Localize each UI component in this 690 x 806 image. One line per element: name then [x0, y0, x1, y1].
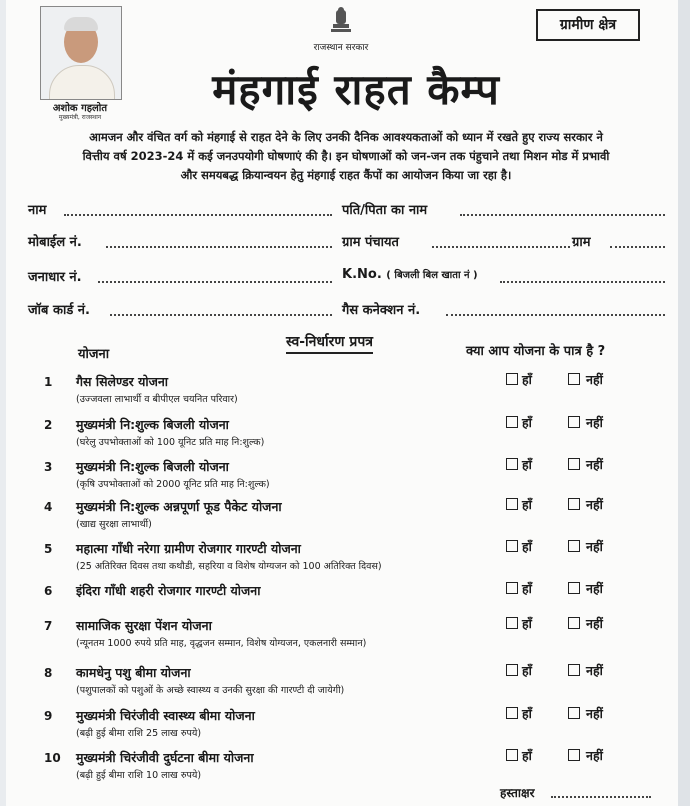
father-name-label: पति/पिता का नाम — [342, 203, 428, 218]
scheme-description: (खाद्य सुरक्षा लाभार्थी) — [76, 519, 152, 530]
gas-connection-label: गैस कनेक्शन नं. — [342, 303, 421, 318]
janadhar-label: जनाधार नं. — [28, 270, 82, 285]
yes-checkbox[interactable] — [506, 416, 518, 428]
scheme-number: 7 — [44, 619, 53, 633]
scheme-number: 9 — [44, 709, 53, 723]
scheme-description: (बढ़ी हुई बीमा राशि 10 लाख रुपये) — [76, 770, 202, 781]
yes-label: हाँ — [522, 663, 532, 678]
scheme-number: 2 — [44, 418, 53, 432]
yes-checkbox[interactable] — [506, 373, 518, 385]
scheme-description: (25 अतिरिक्त दिवस तथा कथौडी, सहरिया व विशेष योग्यजन को 100 अतिरिक्त दिवस) — [76, 561, 382, 572]
scheme-description: (कृषि उपभोक्ताओं को 2000 यूनिट प्रति माह नि:शुल्क) — [76, 479, 270, 490]
cm-title: मुख्यमंत्री, राजस्थान — [58, 114, 102, 121]
yes-label: हाँ — [522, 539, 532, 554]
no-checkbox[interactable] — [568, 458, 580, 470]
intro-text: आमजन और वंचित वर्ग को मंहगाई से राहत देने के लिए उनकी दैनिक आवश्यकताओं को ध्यान में रखते हुए राज्य सरकार ने वित्तीय वर्ष 2023-24 में कई जनउपयोगी घोषणाएं की है। इन घोषणाओं को जन-जन तक पंहुचाने तथा मिशन मोड में प्रभावी और समयबद्ध क्रियान्वयन हेतु मंहगाई राहत कैंपों का आयोजन किया जा रहा है। — [82, 130, 610, 182]
govt-label: राजस्थान सरकार — [313, 43, 369, 53]
yes-checkbox[interactable] — [506, 617, 518, 629]
cm-photo — [40, 6, 122, 100]
scheme-row — [6, 496, 678, 540]
village-input[interactable] — [610, 246, 665, 248]
signature-label: हस्ताक्षर — [500, 786, 535, 800]
signature-input[interactable] — [551, 796, 651, 798]
no-checkbox[interactable] — [568, 540, 580, 552]
scheme-description: (घरेलु उपभोक्ताओं को 100 यूनिट प्रति माह नि:शुल्क) — [76, 437, 265, 448]
no-checkbox[interactable] — [568, 617, 580, 629]
yes-checkbox[interactable] — [506, 458, 518, 470]
scheme-number: 4 — [44, 500, 53, 514]
scheme-description: (उज्जवला लाभार्थी व बीपीएल चयनित परिवार) — [76, 394, 238, 405]
scheme-name: मुख्यमंत्री नि:शुल्क अन्नपूर्णा फूड पैकेट योजना — [76, 499, 282, 514]
form-sheet — [6, 0, 678, 806]
scheme-name: मुख्यमंत्री नि:शुल्क बिजली योजना — [76, 417, 229, 432]
scheme-row — [6, 371, 678, 415]
scheme-name: कामधेनु पशु बीमा योजना — [76, 665, 191, 680]
scheme-number: 3 — [44, 460, 53, 474]
scheme-row — [6, 747, 678, 791]
scheme-name: मुख्यमंत्री नि:शुल्क बिजली योजना — [76, 459, 229, 474]
no-label: नहीं — [586, 539, 603, 554]
no-checkbox[interactable] — [568, 373, 580, 385]
scheme-number: 6 — [44, 584, 53, 598]
scheme-number: 10 — [44, 751, 61, 765]
father-name-input[interactable] — [460, 214, 665, 216]
scheme-name: गैस सिलेण्डर योजना — [76, 374, 169, 389]
mobile-input[interactable] — [106, 246, 332, 248]
yes-label: हाँ — [522, 616, 532, 631]
scheme-description: (पशुपालकों को पशुओं के अच्छे स्वास्थ्य व उनकी सुरक्षा की गारण्टी दी जायेगी) — [76, 685, 345, 696]
page-title: मंहगाई राहत कैम्प — [212, 65, 500, 114]
no-checkbox[interactable] — [568, 416, 580, 428]
scheme-row — [6, 456, 678, 500]
yes-label: हाँ — [522, 581, 532, 596]
yes-checkbox[interactable] — [506, 749, 518, 761]
yes-label: हाँ — [522, 748, 532, 763]
scheme-name: महात्मा गाँधी नरेगा ग्रामीण रोजगार गारण्टी योजना — [76, 541, 301, 556]
yes-label: हाँ — [522, 497, 532, 512]
panchayat-input[interactable] — [432, 246, 570, 248]
scheme-name: इंदिरा गाँधी शहरी रोजगार गारण्टी योजना — [76, 583, 261, 598]
section-title: स्व-निर्धारण प्रपत्र — [286, 332, 373, 354]
scheme-row — [6, 538, 678, 582]
scheme-number: 1 — [44, 375, 53, 389]
no-checkbox[interactable] — [568, 749, 580, 761]
mobile-label: मोबाईल नं. — [28, 235, 82, 250]
no-label: नहीं — [586, 372, 603, 387]
yes-label: हाँ — [522, 706, 532, 721]
job-card-input[interactable] — [110, 314, 332, 316]
no-label: नहीं — [586, 497, 603, 512]
kno-input[interactable] — [500, 281, 665, 283]
scheme-description: (बढ़ी हुई बीमा राशि 25 लाख रुपये) — [76, 728, 202, 739]
scheme-name: सामाजिक सुरक्षा पेंशन योजना — [76, 618, 212, 633]
scheme-column-header: योजना — [78, 347, 110, 362]
scheme-number: 8 — [44, 666, 53, 680]
gas-connection-input[interactable] — [446, 314, 665, 316]
yes-checkbox[interactable] — [506, 707, 518, 719]
no-label: नहीं — [586, 748, 603, 763]
no-label: नहीं — [586, 706, 603, 721]
cm-name: अशोक गहलोत — [52, 103, 108, 114]
scheme-row — [6, 615, 678, 659]
no-label: नहीं — [586, 415, 603, 430]
no-checkbox[interactable] — [568, 664, 580, 676]
yes-label: हाँ — [522, 415, 532, 430]
yes-checkbox[interactable] — [506, 498, 518, 510]
eligibility-column-header: क्या आप योजना के पात्र है ? — [466, 344, 606, 359]
scheme-description: (न्यूनतम 1000 रुपये प्रति माह, वृद्धजन सम्मान, विशेष योग्यजन, एकलनारी सम्मान) — [76, 638, 367, 649]
yes-checkbox[interactable] — [506, 582, 518, 594]
no-label: नहीं — [586, 581, 603, 596]
panchayat-label: ग्राम पंचायत — [342, 235, 399, 250]
name-input[interactable] — [64, 214, 332, 216]
no-checkbox[interactable] — [568, 582, 580, 594]
yes-checkbox[interactable] — [506, 540, 518, 552]
no-label: नहीं — [586, 663, 603, 678]
yes-label: हाँ — [522, 372, 532, 387]
kno-label: K.No. ( बिजली बिल खाता नं ) — [342, 267, 478, 282]
scheme-number: 5 — [44, 542, 53, 556]
no-label: नहीं — [586, 616, 603, 631]
village-label: ग्राम — [572, 235, 591, 250]
scheme-name: मुख्यमंत्री चिरंजीवी दुर्घटना बीमा योजना — [76, 750, 254, 765]
scheme-row — [6, 662, 678, 706]
yes-checkbox[interactable] — [506, 664, 518, 676]
name-label: नाम — [28, 203, 47, 218]
yes-label: हाँ — [522, 457, 532, 472]
kno-note: ( बिजली बिल खाता नं ) — [386, 270, 478, 281]
scheme-name: मुख्यमंत्री चिरंजीवी स्वास्थ्य बीमा योजना — [76, 708, 255, 723]
area-badge: ग्रामीण क्षेत्र — [536, 9, 640, 41]
no-checkbox[interactable] — [568, 498, 580, 510]
no-label: नहीं — [586, 457, 603, 472]
no-checkbox[interactable] — [568, 707, 580, 719]
scheme-row — [6, 705, 678, 749]
state-emblem-icon — [328, 6, 354, 36]
job-card-label: जॉब कार्ड नं. — [28, 303, 90, 318]
page-edge — [678, 0, 690, 806]
janadhar-input[interactable] — [98, 281, 332, 283]
scheme-row — [6, 414, 678, 458]
